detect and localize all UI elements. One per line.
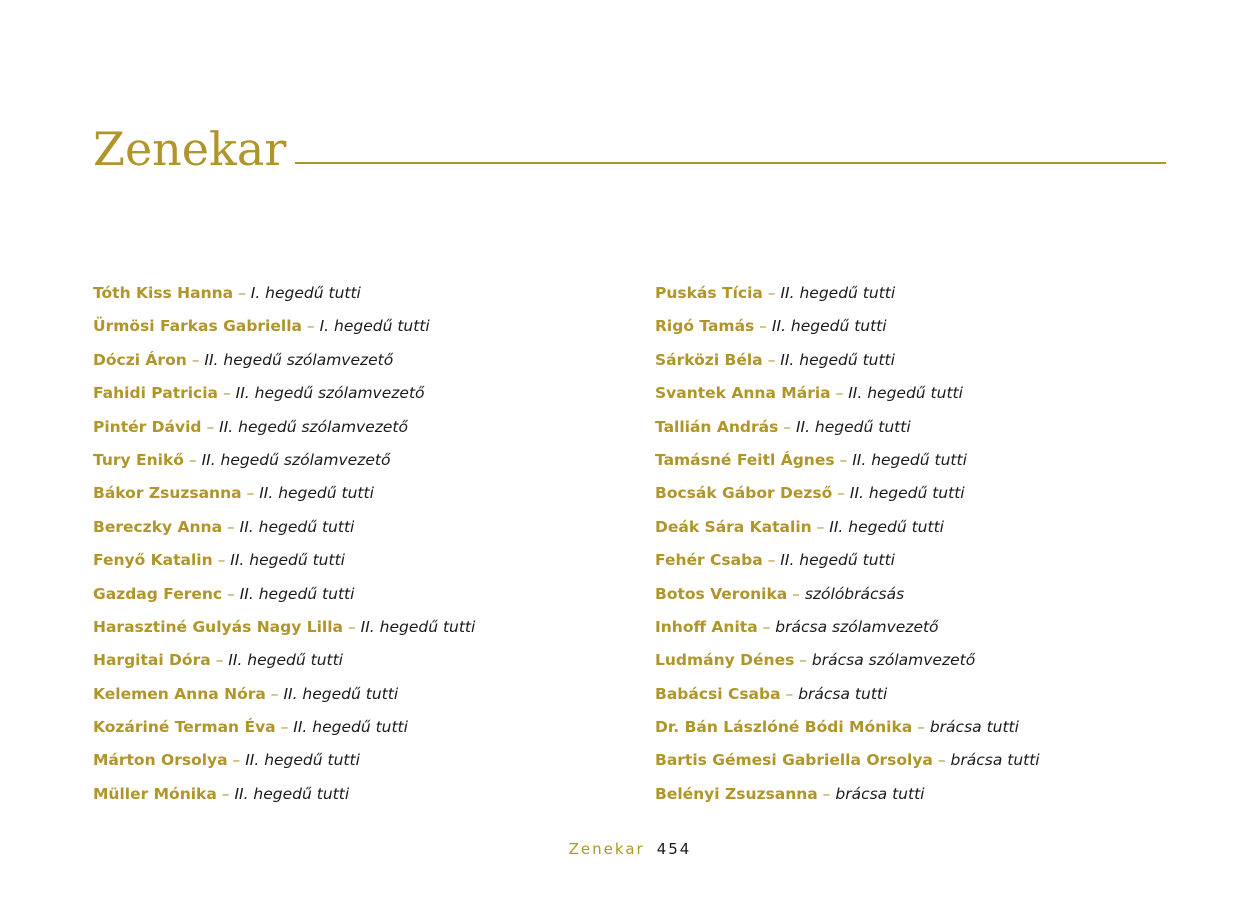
member-name: Tóth Kiss Hanna (93, 284, 234, 302)
member-entry (93, 444, 475, 477)
member-role: II. hegedű szólamvezető (235, 384, 425, 403)
page-title: Zenekar (93, 122, 287, 176)
separator-dash: – (210, 651, 229, 670)
member-entry (655, 678, 1040, 711)
member-name: Ludmány Dénes (655, 651, 795, 670)
separator-dash: – (811, 517, 830, 536)
member-name: Dr. Bán Lászlóné Bódi Mónika (655, 718, 913, 737)
member-name: Tallián András (655, 417, 779, 436)
member-role: I. hegedű tutti (319, 317, 430, 336)
page-footer (0, 838, 1260, 860)
member-list-right (655, 277, 1040, 811)
member-entry (93, 611, 475, 644)
member-role: II. hegedű tutti (780, 284, 896, 302)
separator-dash: – (794, 651, 812, 670)
member-name: Pintér Dávid (93, 417, 202, 436)
member-role: II. hegedű tutti (228, 651, 343, 670)
separator-dash: – (186, 350, 205, 369)
member-role: II. hegedű tutti (848, 384, 963, 403)
member-entry (93, 711, 475, 744)
page-number: 454 (656, 840, 692, 858)
member-entry (93, 678, 475, 711)
member-name: Svantek Anna Mária (655, 384, 831, 403)
member-role: II. hegedű tutti (245, 751, 360, 770)
member-name: Bereczky Anna (93, 517, 223, 536)
member-role: brácsa tutti (950, 751, 1040, 770)
member-name: Inhoff Anita (655, 617, 758, 636)
member-name: Bartis Gémesi Gabriella Orsolya (655, 751, 933, 770)
member-entry (655, 344, 1040, 377)
member-name: Bocsák Gábor Dezső (655, 484, 833, 503)
member-name: Kozáriné Terman Éva (93, 718, 276, 737)
member-role: II. hegedű tutti (780, 350, 895, 369)
member-name: Gazdag Ferenc (93, 584, 223, 603)
separator-dash: – (754, 317, 772, 336)
member-entry (655, 744, 1040, 777)
separator-dash: – (222, 517, 240, 536)
member-role: II. hegedű tutti (795, 417, 911, 436)
member-name: Dóczi Áron (93, 350, 187, 369)
member-role: II. hegedű tutti (230, 551, 345, 570)
separator-dash: – (762, 350, 781, 369)
member-role: II. hegedű tutti (234, 784, 350, 803)
separator-dash: – (762, 284, 781, 302)
title-rule (295, 162, 1166, 164)
member-role: II. hegedű tutti (259, 484, 374, 503)
member-role: II. hegedű szólamvezető (219, 417, 408, 436)
member-role: II. hegedű tutti (849, 484, 965, 503)
separator-dash: – (301, 317, 320, 336)
member-name: Hargitai Dóra (93, 651, 211, 670)
member-name: Müller Mónika (93, 784, 217, 803)
separator-dash: – (778, 417, 796, 436)
member-role: brácsa tutti (835, 784, 925, 803)
member-name: Ürmösi Farkas Gabriella (93, 317, 302, 336)
member-entry (655, 778, 1040, 811)
separator-dash: – (787, 584, 805, 603)
member-role: II. hegedű tutti (283, 684, 399, 703)
member-entry (655, 277, 1040, 310)
member-entry (93, 344, 475, 377)
separator-dash: – (201, 417, 220, 436)
separator-dash: – (216, 784, 235, 803)
separator-dash: – (932, 751, 951, 770)
member-entry (655, 411, 1040, 444)
member-list-left (93, 277, 475, 811)
member-name: Bákor Zsuzsanna (93, 484, 242, 503)
member-name: Belényi Zsuzsanna (655, 784, 818, 803)
member-role: brácsa szólamvezető (775, 617, 939, 636)
member-name: Babácsi Csaba (655, 684, 781, 703)
member-role: II. hegedű tutti (852, 450, 967, 469)
member-name: Fenyő Katalin (93, 551, 213, 570)
member-entry (93, 778, 475, 811)
separator-dash: – (832, 484, 850, 503)
member-entry (655, 644, 1040, 677)
member-entry (93, 477, 475, 510)
member-entry (655, 310, 1040, 343)
footer-label: Zenekar (568, 840, 645, 858)
member-role: brácsa szólamvezető (811, 651, 976, 670)
member-role: II. hegedű tutti (293, 718, 408, 737)
member-name: Kelemen Anna Nóra (93, 684, 266, 703)
member-entry (93, 544, 475, 577)
member-role: II. hegedű szólamvezető (204, 350, 394, 369)
member-name: Fehér Csaba (655, 551, 763, 570)
separator-dash: – (343, 617, 361, 636)
member-entry (655, 711, 1040, 744)
member-entry (93, 744, 475, 777)
member-entry (93, 411, 475, 444)
member-role: II. hegedű tutti (239, 517, 355, 536)
member-role: II. hegedű tutti (360, 617, 476, 636)
separator-dash: – (265, 684, 284, 703)
separator-dash: – (817, 784, 836, 803)
separator-dash: – (780, 684, 799, 703)
member-role: brácsa tutti (929, 718, 1019, 737)
member-name: Puskás Tícia (655, 284, 763, 302)
separator-dash: – (241, 484, 260, 503)
member-entry (655, 377, 1040, 410)
separator-dash: – (222, 584, 240, 603)
member-name: Harasztiné Gulyás Nagy Lilla (93, 617, 344, 636)
separator-dash: – (227, 751, 246, 770)
separator-dash: – (830, 384, 849, 403)
separator-dash: – (212, 551, 231, 570)
member-entry (93, 644, 475, 677)
member-entry (655, 611, 1040, 644)
member-entry (93, 377, 475, 410)
member-role: II. hegedű tutti (780, 551, 895, 570)
separator-dash: – (757, 617, 776, 636)
member-role: II. hegedű tutti (829, 517, 944, 536)
member-entry (655, 578, 1040, 611)
member-role: I. hegedű tutti (250, 284, 361, 302)
member-role: II. hegedű tutti (771, 317, 887, 336)
member-entry (93, 277, 475, 310)
member-name: Tamásné Feitl Ágnes (655, 450, 835, 469)
member-entry (93, 578, 475, 611)
member-name: Rigó Tamás (655, 317, 755, 336)
member-entry (655, 511, 1040, 544)
member-name: Fahidi Patricia (93, 384, 219, 403)
member-name: Tury Enikő (93, 450, 184, 469)
member-role: brácsa tutti (798, 684, 888, 703)
member-role: szólóbrácsás (804, 584, 905, 603)
member-name: Deák Sára Katalin (655, 517, 812, 536)
separator-dash: – (912, 718, 930, 737)
member-role: II. hegedű tutti (239, 584, 355, 603)
separator-dash: – (834, 450, 853, 469)
member-entry (655, 477, 1040, 510)
member-entry (93, 511, 475, 544)
separator-dash: – (218, 384, 236, 403)
member-name: Botos Veronika (655, 584, 788, 603)
member-role: II. hegedű szólamvezető (201, 450, 391, 469)
separator-dash: – (233, 284, 251, 302)
member-entry (93, 310, 475, 343)
member-entry (655, 544, 1040, 577)
member-name: Sárközi Béla (655, 350, 763, 369)
separator-dash: – (762, 551, 781, 570)
member-name: Márton Orsolya (93, 751, 228, 770)
member-entry (655, 444, 1040, 477)
separator-dash: – (275, 718, 294, 737)
separator-dash: – (183, 450, 202, 469)
